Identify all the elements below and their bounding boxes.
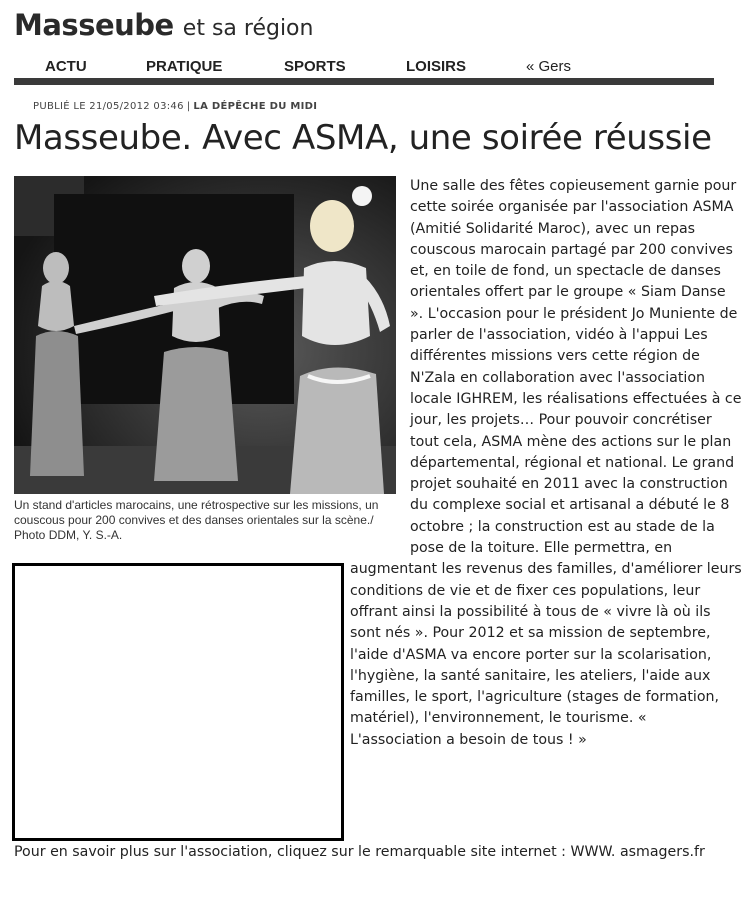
- published-date: PUBLIÉ LE 21/05/2012 03:46: [33, 101, 184, 112]
- nav-item-pratique[interactable]: PRATIQUE: [146, 58, 223, 75]
- site-title: [14, 8, 313, 42]
- ad-placeholder: [12, 563, 344, 841]
- belly-dancers-photo: [14, 176, 396, 494]
- nav-item-actu[interactable]: ACTU: [45, 58, 87, 75]
- article-photo: [14, 176, 396, 494]
- article-body: Une salle des fêtes copieusement garnie pour cette soirée organisée par l'association ASMA (Amitié Solidarité Maroc), avec un repas couscous marocain partagé par 200 convives et, en toile de fond, un spectacle de danses orientales offert par le groupe « Siam Danse ». L'occasion pour le président Jo Muniente de parler de l'association, vidéo à l'appui Les différentes missions vers cette région de N'Zala en collaboration avec l'association locale IGHREM, les réalisations effectuées à ce jour, les projets… Pour pouvoir concrétiser tout cela, ASMA mène des actions sur le plan départemental, régional et national. Le grand projet souhaité en 2011 avec la construction du complexe social et artisanal a débuté le 8 octobre ; la construction est au stade de la pose de la toiture. Elle permettra, en augmentant les revenus des familles, d'améliorer leurs conditions de vie et de fixer ces populations, leur offrant ainsi la possibilité à tous de « vivre là où ils sont nés ». Pour 2012 et sa mission de septembre, l'aide d'ASMA va encore porter sur la scolarisation, l'hygiène, la santé sanitaire, les ateliers, l'aide aux familles, le sport, l'agriculture (stages de formation, matériel), l'environnement, le tourisme. « L'association a besoin de tous ! »: [350, 178, 742, 748]
- nav-item-loisirs[interactable]: LOISIRS: [406, 58, 467, 75]
- source-name: LA DÉPÊCHE DU MIDI: [193, 101, 318, 112]
- section-nav: [14, 56, 714, 85]
- site-suffix: et sa région: [182, 16, 314, 41]
- photo-caption: Un stand d'articles marocains, une rétrospective sur les missions, un couscous pour 200 convives et des danses orientales sur la scène./ Photo DDM, Y. S.-A.: [14, 498, 379, 542]
- layout-spacer: [350, 176, 410, 558]
- site-name: Masseube: [14, 8, 174, 42]
- nav-item-gers[interactable]: « Gers: [526, 58, 572, 75]
- article-meta: [33, 101, 317, 112]
- article-footer: Pour en savoir plus sur l'association, cliquez sur le remarquable site internet : WWW. asmagers.fr: [14, 844, 705, 860]
- meta-separator: |: [186, 101, 191, 112]
- article-body-container: [350, 176, 742, 751]
- nav-item-sports[interactable]: SPORTS: [284, 58, 346, 75]
- article-headline: Masseube. Avec ASMA, une soirée réussie: [14, 118, 712, 158]
